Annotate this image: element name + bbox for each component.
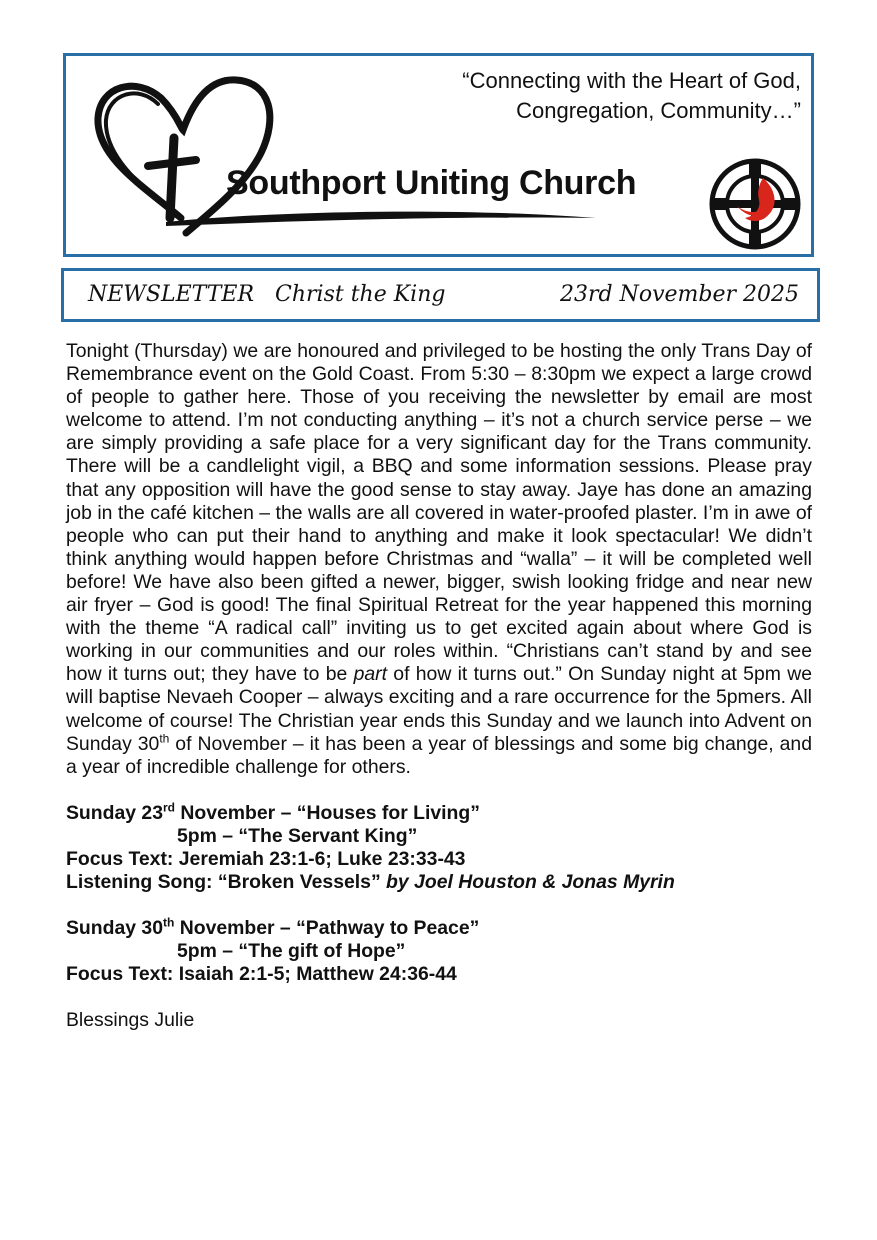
song-label: Listening Song: (66, 871, 218, 894)
newsletter-title: NEWSLETTER Christ the King (88, 282, 446, 307)
sunday-1-focus: Focus Text: Jeremiah 23:1-6; Luke 23:33-43 (66, 847, 466, 870)
church-name: Southport Uniting Church (226, 164, 637, 202)
sunday-2-sup: th (163, 915, 175, 930)
sunday-1-evening: 5pm – “The Servant King” (177, 824, 418, 847)
sunday-2-heading (66, 917, 812, 940)
newsletter-date: 23rd November 2025 (560, 282, 799, 307)
sunday-2-evening: 5pm – “The gift of Hope” (177, 940, 406, 963)
newsletter-banner (61, 268, 820, 322)
uniting-church-logo-icon (707, 156, 803, 252)
service-schedule (66, 802, 812, 987)
newsletter-body (66, 340, 812, 1033)
signoff: Blessings Julie (66, 1009, 195, 1032)
sunday-2-theme: November – “Pathway to Peace” (174, 917, 480, 940)
song-title: “Broken Vessels” (217, 871, 381, 894)
text-part-3: of November – it has been a year of blessings and some big change, and a year of incredible challenge for others. (66, 732, 812, 778)
sunday-1-date: Sunday 23 (66, 801, 163, 824)
tagline (462, 66, 801, 126)
underline-swoosh (166, 204, 596, 234)
sunday-2-date: Sunday 30 (66, 917, 163, 940)
song-artists: by Joel Houston & Jonas Myrin (380, 871, 675, 894)
spacer (66, 894, 812, 917)
sunday-2-focus: Focus Text: Isaiah 2:1-5; Matthew 24:36-44 (66, 963, 457, 986)
italic-word: part (353, 663, 387, 686)
masthead (63, 53, 814, 257)
sunday-1-sup: rd (163, 800, 175, 815)
text-part-2: of how it turns out.” On Sunday night at 5pm we will baptise Nevaeh Cooper – always exciting and a rare occurrence for the 5pmers. All welcome of course! The Christian year ends this Sunday and we launch into Advent on Sunday 30 (66, 663, 812, 755)
listening-song (66, 871, 812, 894)
sunday-1-theme: November – “Houses for Living” (175, 801, 480, 824)
superscript: th (159, 731, 170, 746)
tagline-line-2: Congregation, Community…” (516, 98, 801, 123)
text-part-1: Tonight (Thursday) we are honoured and privileged to be hosting the only Trans Day of Remembrance event on the Gold Coast. From 5:30 – 8:30pm we expect a large crowd of people to gather here. Those of you receiving the newsletter by email are most welcome to attend. I’m not conducting anything – it’s not a church service perse – we are simply providing a safe place for a very significant day for the Trans community. There will be a candlelight vigil, a BBQ and some information sessions. Please pray that any opposition will have the good sense to stay away. Jaye has done an amazing job in the café kitchen – the walls are all covered in water-proofed plaster. I’m in awe of people who can put their hand to anything and make it look spectacular! We didn’t think anything would happen before Christmas and “walla” – it will be completed well before! We have also been gifted a newer, bigger, swish looking fridge and near new air fryer – God is good! The final Spiritual Retreat for the year happened this morning with the theme “A radical call” inviting us to get excited again about where God is working in our communities and our roles within. “Christians can’t stand by and see how it turns out; they have to be (66, 340, 812, 686)
tagline-line-1: “Connecting with the Heart of God, (462, 68, 801, 93)
main-paragraph (66, 340, 812, 779)
sunday-1-heading (66, 802, 812, 825)
